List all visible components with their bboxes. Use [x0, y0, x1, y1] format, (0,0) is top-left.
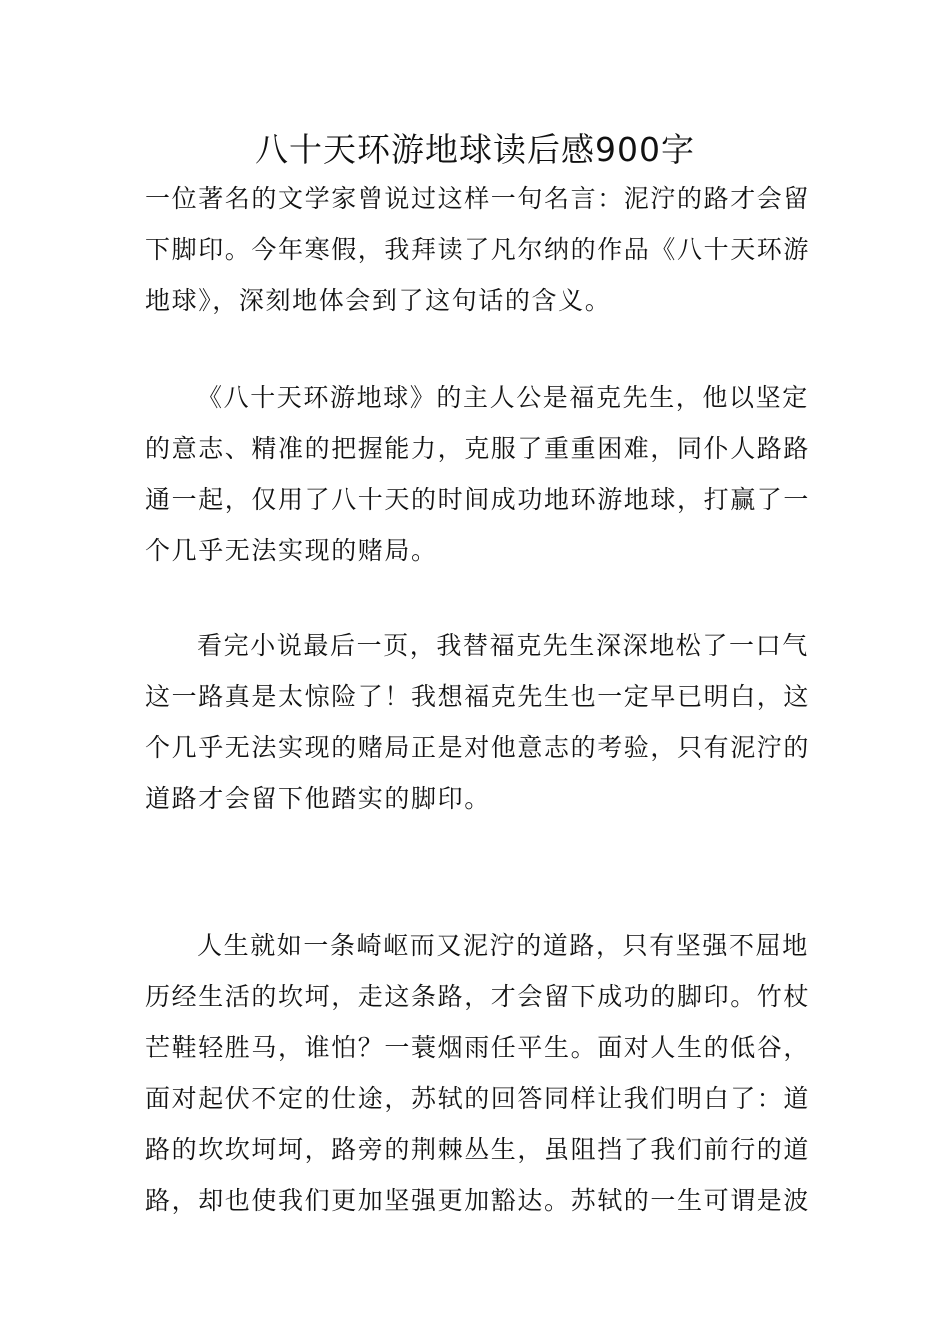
paragraph-2 [145, 372, 810, 576]
paragraph-line: 个几乎无法实现的赌局正是对他意志的考验，只有泥泞的 [145, 733, 811, 762]
paragraph-line: 路的坎坎坷坷，路旁的荆棘丛生，虽阻挡了我们前行的道 [145, 1135, 811, 1164]
paragraph-line: 通一起，仅用了八十天的时间成功地环游地球，打赢了一 [145, 485, 811, 514]
paragraph-3 [145, 620, 810, 824]
paragraph-line: 看完小说最后一页，我替福克先生深深地松了一口气 [197, 631, 809, 660]
paragraph-line: 的意志、精准的把握能力，克服了重重困难，同仆人路路 [145, 434, 811, 463]
paragraph-line: 人生就如一条崎岖而又泥泞的道路，只有坚强不屈地 [197, 931, 809, 960]
paragraph-line: 面对起伏不定的仕途，苏轼的回答同样让我们明白了：道 [145, 1084, 811, 1113]
paragraph-line: 这一路真是太惊险了！我想福克先生也一定早已明白，这 [145, 682, 811, 711]
paragraph-4 [145, 920, 810, 1226]
paragraph-line: 下脚印。今年寒假，我拜读了凡尔纳的作品《八十天环游 [145, 235, 811, 264]
paragraph-line: 芒鞋轻胜马，谁怕？一蓑烟雨任平生。面对人生的低谷， [145, 1033, 811, 1062]
paragraph-line: 历经生活的坎坷，走这条路，才会留下成功的脚印。竹杖 [145, 982, 811, 1011]
document-title: 八十天环游地球读后感900字 [255, 130, 695, 169]
paragraph-line: 一位著名的文学家曾说过这样一句名言：泥泞的路才会留 [145, 184, 811, 213]
paragraph-line: 《八十天环游地球》的主人公是福克先生，他以坚定 [197, 383, 809, 412]
paragraph-line: 地球》，深刻地体会到了这句话的含义。 [145, 286, 612, 315]
paragraph-line: 道路才会留下他踏实的脚印。 [145, 784, 491, 813]
paragraph-1 [145, 173, 810, 326]
paragraph-line: 个几乎无法实现的赌局。 [145, 536, 438, 565]
paragraph-line: 路，却也使我们更加坚强更加豁达。苏轼的一生可谓是波 [145, 1186, 811, 1215]
